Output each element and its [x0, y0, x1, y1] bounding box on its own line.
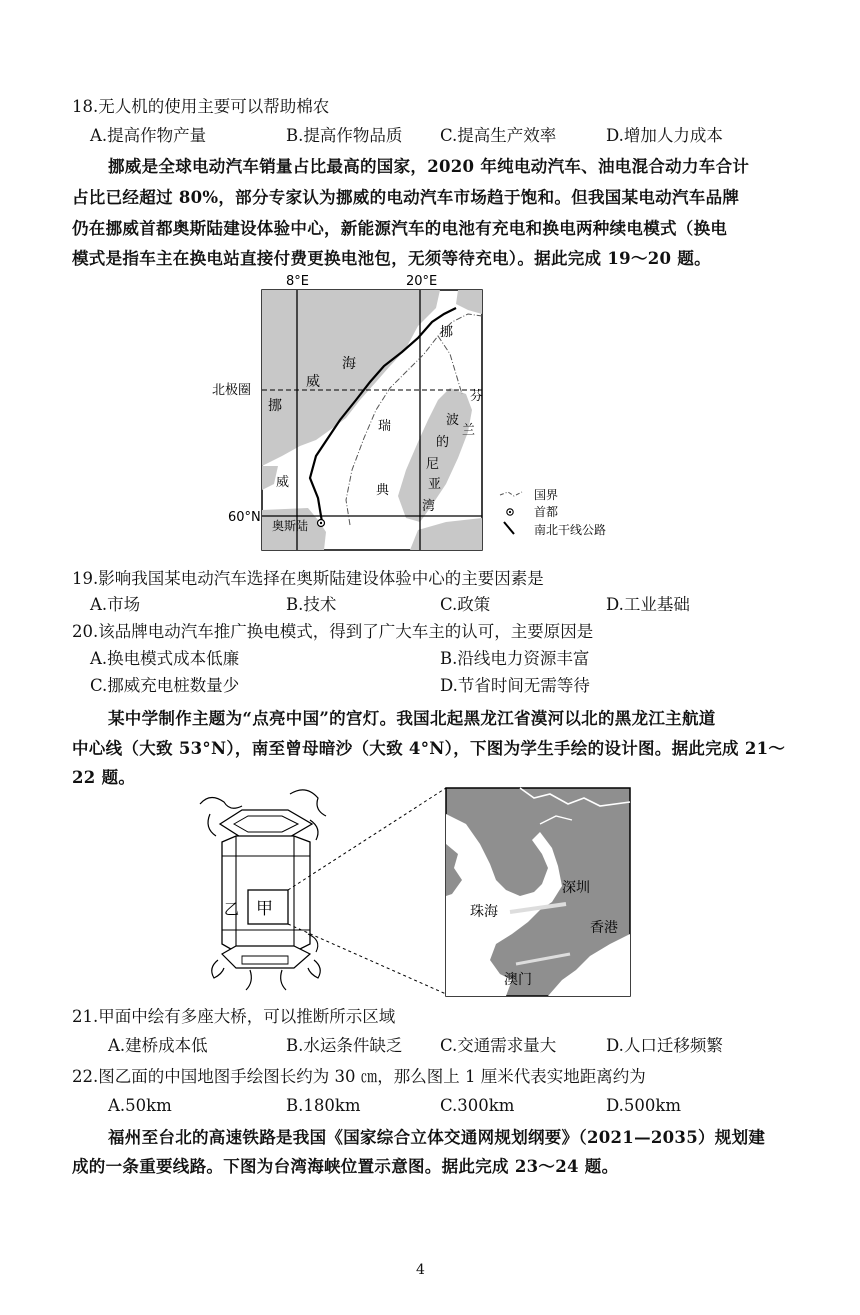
- lon-8e-label: 8°E: [286, 274, 309, 289]
- map2-label-hongkong: 香港: [590, 920, 618, 936]
- oslo-label: 奥斯陆: [272, 519, 309, 533]
- gulf-label-2: 的: [436, 435, 450, 450]
- gulf-label-3: 尼: [426, 457, 440, 472]
- q20-option-a: A.换电模式成本低廉: [90, 649, 240, 668]
- q19-stem: 19.影响我国某电动汽车选择在奥斯陆建设体验中心的主要因素是: [72, 569, 544, 588]
- q19-option-b: B.技术: [286, 595, 337, 614]
- map2-label-shenzhen: 深圳: [562, 880, 590, 896]
- sweden-label-1: 瑞: [378, 419, 392, 434]
- q21-option-d: D.人口迁移频繁: [606, 1036, 723, 1055]
- gulf-label-4: 亚: [428, 477, 442, 492]
- q19-option-c: C.政策: [440, 595, 491, 614]
- q18-option-d: D.增加人力成本: [606, 126, 723, 145]
- passage1-line1: 挪威是全球电动汽车销量占比最高的国家，2020 年纯电动汽车、油电混合动力车合计: [108, 157, 750, 176]
- passage1-line4: 模式是指车主在换电站直接付费更换电池包，无须等待充电）。据此完成 19～20 题。: [72, 249, 711, 268]
- passage3-line1: 福州至台北的高速铁路是我国《国家综合立体交通网规划纲要》（2021—2035）规划建: [108, 1128, 766, 1147]
- norway-label-north: 挪: [440, 325, 454, 340]
- q22-option-a: A.50km: [108, 1096, 172, 1115]
- q18-stem: 18.无人机的使用主要可以帮助棉农: [72, 97, 330, 116]
- gulf-label-5: 湾: [422, 499, 436, 514]
- passage1-line2: 占比已经超过 80%，部分专家认为挪威的电动汽车市场趋于饱和。但我国某电动汽车品牌: [72, 188, 740, 207]
- passage3-line2: 成的一条重要线路。下图为台湾海峡位置示意图。据此完成 23～24 题。: [72, 1157, 619, 1176]
- lon-20e-label: 20°E: [406, 274, 438, 289]
- passage1-line3: 仍在挪威首都奥斯陆建设体验中心，新能源汽车的电池有充电和换电两种续电模式（换电: [72, 219, 728, 238]
- q18-option-c: C.提高生产效率: [440, 126, 557, 145]
- passage2-line3: 22 题。: [72, 768, 136, 787]
- sea-label-1: 海: [342, 356, 356, 372]
- map2-label-macau: 澳门: [504, 972, 532, 988]
- panel-jia-label: 甲: [256, 899, 273, 919]
- finland-label-2: 兰: [462, 423, 476, 438]
- passage2-line1: 某中学制作主题为“点亮中国”的宫灯。我国北起黑龙江省漠河以北的黑龙江主航道: [108, 709, 716, 728]
- norway-label-south: 威: [276, 475, 290, 490]
- panel-yi-label: 乙: [224, 900, 240, 918]
- q20-option-b: B.沿线电力资源丰富: [440, 649, 590, 668]
- q22-option-d: D.500km: [606, 1096, 682, 1115]
- sea-label-3: 挪: [268, 398, 282, 414]
- page-number: 4: [416, 1262, 425, 1278]
- q18-option-a: A.提高作物产量: [90, 126, 207, 145]
- q18-option-b: B.提高作物品质: [286, 126, 403, 145]
- q21-stem: 21.甲面中绘有多座大桥，可以推断所示区域: [72, 1007, 396, 1026]
- legend-border-label: 国界: [534, 488, 559, 502]
- sea-label-2: 威: [306, 374, 320, 390]
- legend-highway-label: 南北干线公路: [534, 523, 607, 537]
- q20-option-c: C.挪威充电桩数量少: [90, 676, 240, 695]
- q22-option-c: C.300km: [440, 1096, 515, 1115]
- q22-stem: 22.图乙面的中国地图手绘图长约为 30 ㎝，那么图上 1 厘米代表实地距离约为: [72, 1067, 646, 1086]
- lat-60n-label: 60°N: [228, 510, 261, 525]
- q19-option-a: A.市场: [90, 595, 141, 614]
- q22-option-b: B.180km: [286, 1096, 361, 1115]
- q21-option-c: C.交通需求量大: [440, 1036, 557, 1055]
- q20-stem: 20.该品牌电动汽车推广换电模式，得到了广大车主的认可，主要原因是: [72, 622, 594, 641]
- finland-label-1: 芬: [470, 389, 484, 404]
- arctic-circle-label: 北极圈: [212, 383, 252, 398]
- passage2-line2: 中心线（大致 53°N），南至曾母暗沙（大致 4°N），下图为学生手绘的设计图。据此完成 21～: [72, 739, 786, 758]
- lantern-figure: [190, 784, 640, 1002]
- scandinavia-map: [200, 270, 620, 560]
- sweden-label-2: 典: [376, 483, 390, 498]
- map2-label-zhuhai: 珠海: [470, 904, 498, 920]
- q20-option-d: D.节省时间无需等待: [440, 676, 590, 695]
- q21-option-a: A.建桥成本低: [108, 1036, 208, 1055]
- q19-option-d: D.工业基础: [606, 595, 690, 614]
- q21-option-b: B.水运条件缺乏: [286, 1036, 403, 1055]
- gulf-label-1: 波: [446, 413, 460, 428]
- legend-capital-label: 首都: [534, 505, 559, 519]
